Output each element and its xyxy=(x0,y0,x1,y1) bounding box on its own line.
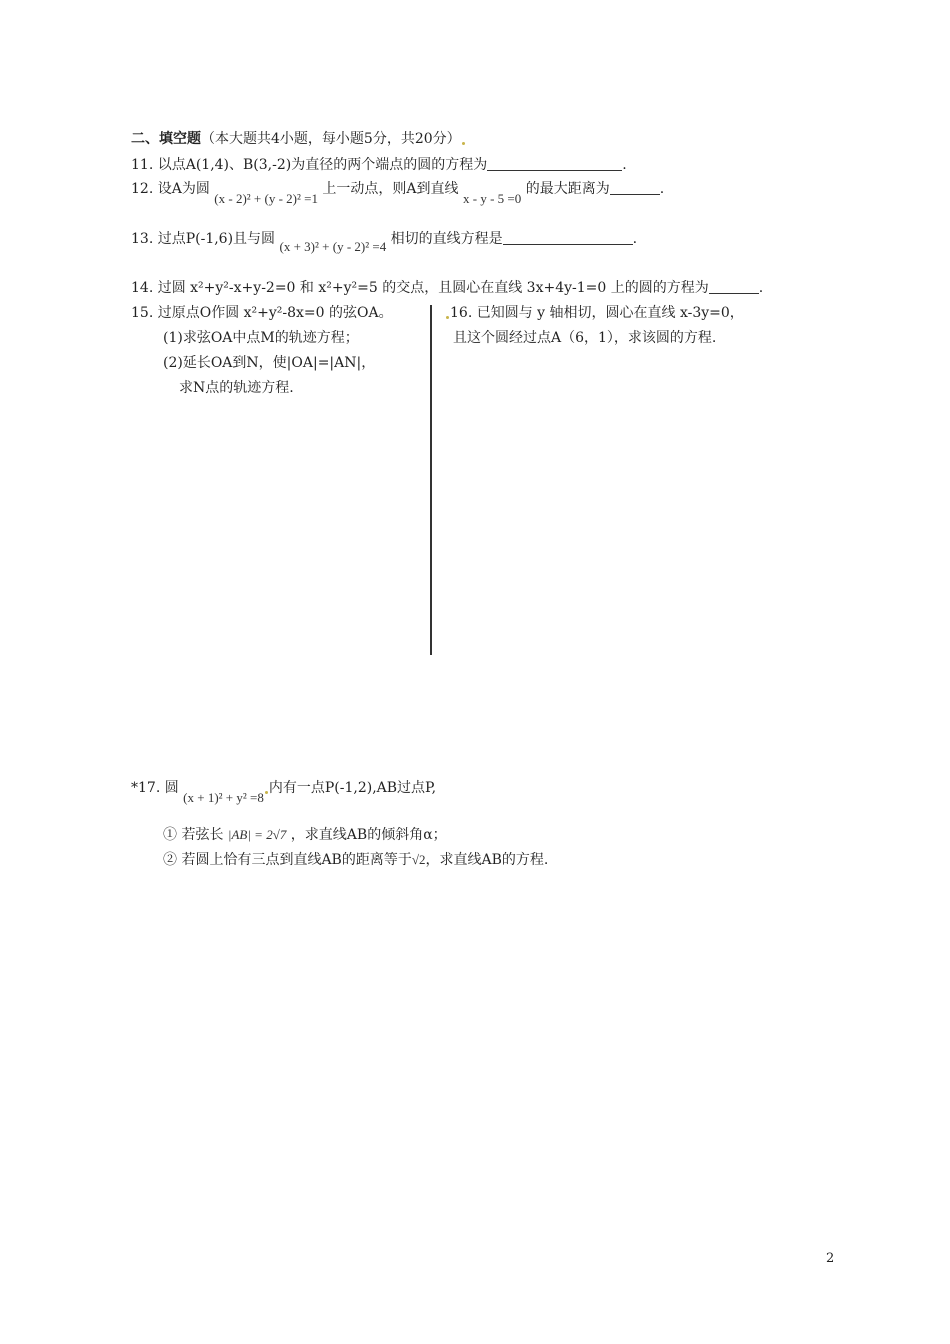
q17-item-2 xyxy=(163,851,548,869)
q17-post: 内有一点P(-1,2),AB过点P, xyxy=(268,780,437,796)
question-11 xyxy=(131,156,627,174)
q11-text: 11. 以点A(1,4)、B(3,-2)为直径的两个端点的圆的方程为 xyxy=(131,157,488,173)
q17-item1-equation: |AB| = 2√7 xyxy=(227,827,287,842)
q14-text: 14. 过圆 x²+y²-x+y-2=0 和 x²+y²=5 的交点，且圆心在直线 3x+4y-1=0 上的圆的方程为 xyxy=(131,280,709,296)
q17-item2-sqrt: √2 xyxy=(411,852,426,867)
q17-equation: (x + 1)² + y² =8 xyxy=(183,790,264,805)
question-12 xyxy=(131,180,665,206)
q14-end: . xyxy=(758,280,764,296)
dot-mark xyxy=(265,791,268,794)
section-title: 二、填空题 xyxy=(131,131,201,147)
page-number: 2 xyxy=(826,1251,835,1266)
q17-item2-post: ，求直线AB的方程. xyxy=(425,852,549,868)
q12-end: . xyxy=(659,181,665,197)
q14-answer-blank[interactable] xyxy=(709,279,759,294)
column-divider xyxy=(430,305,432,655)
q12-mid: 上一动点，则A到直线 xyxy=(322,181,459,197)
question-14 xyxy=(131,279,763,297)
q15-line-3: (2)延长OA到N，使|OA|=|AN|， xyxy=(163,355,376,371)
dot-mark xyxy=(462,142,465,145)
q12-equation-circle: (x - 2)² + (y - 2)² =1 xyxy=(214,191,318,206)
q12-pre: 12. 设A为圆 xyxy=(131,181,210,197)
section-heading xyxy=(131,130,466,148)
q12-post: 的最大距离为 xyxy=(525,181,610,197)
q13-equation: (x + 3)² + (y - 2)² =4 xyxy=(279,239,387,254)
q17-item1-post: ，求直线AB的倾斜角α； xyxy=(290,827,447,843)
q12-answer-blank[interactable] xyxy=(610,180,660,195)
question-17 xyxy=(131,779,437,805)
q13-post: 相切的直线方程是 xyxy=(390,231,503,247)
q13-end: . xyxy=(632,231,638,247)
q17-item2-pre: ② 若圆上恰有三点到直线AB的距离等于 xyxy=(163,852,412,868)
q12-equation-line: x - y - 5 =0 xyxy=(463,191,522,206)
dot-mark xyxy=(446,316,449,319)
q11-answer-blank[interactable] xyxy=(487,156,622,171)
q16-line-1-wrap xyxy=(445,304,744,322)
q16-line-1: 16. 已知圆与 y 轴相切，圆心在直线 x-3y=0， xyxy=(450,305,744,321)
q16-line-2: 且这个圆经过点A（6，1），求该圆的方程. xyxy=(453,330,717,346)
q17-item-1 xyxy=(163,826,447,844)
question-13 xyxy=(131,230,638,254)
q13-pre: 13. 过点P(-1,6)且与圆 xyxy=(131,231,276,247)
section-note: （本大题共4小题，每小题5分，共20分） xyxy=(201,131,461,147)
q15-line-1: 15. 过原点O作圆 x²+y²-8x=0 的弦OA。 xyxy=(131,305,393,321)
q15-line-4: 求N点的轨迹方程. xyxy=(179,380,294,396)
q13-answer-blank[interactable] xyxy=(503,230,633,245)
q17-pre: *17. 圆 xyxy=(131,780,179,796)
q17-item1-pre: ① 若弦长 xyxy=(163,827,224,843)
q11-end: . xyxy=(622,157,627,173)
q15-line-2: (1)求弦OA中点M的轨迹方程； xyxy=(163,330,359,346)
